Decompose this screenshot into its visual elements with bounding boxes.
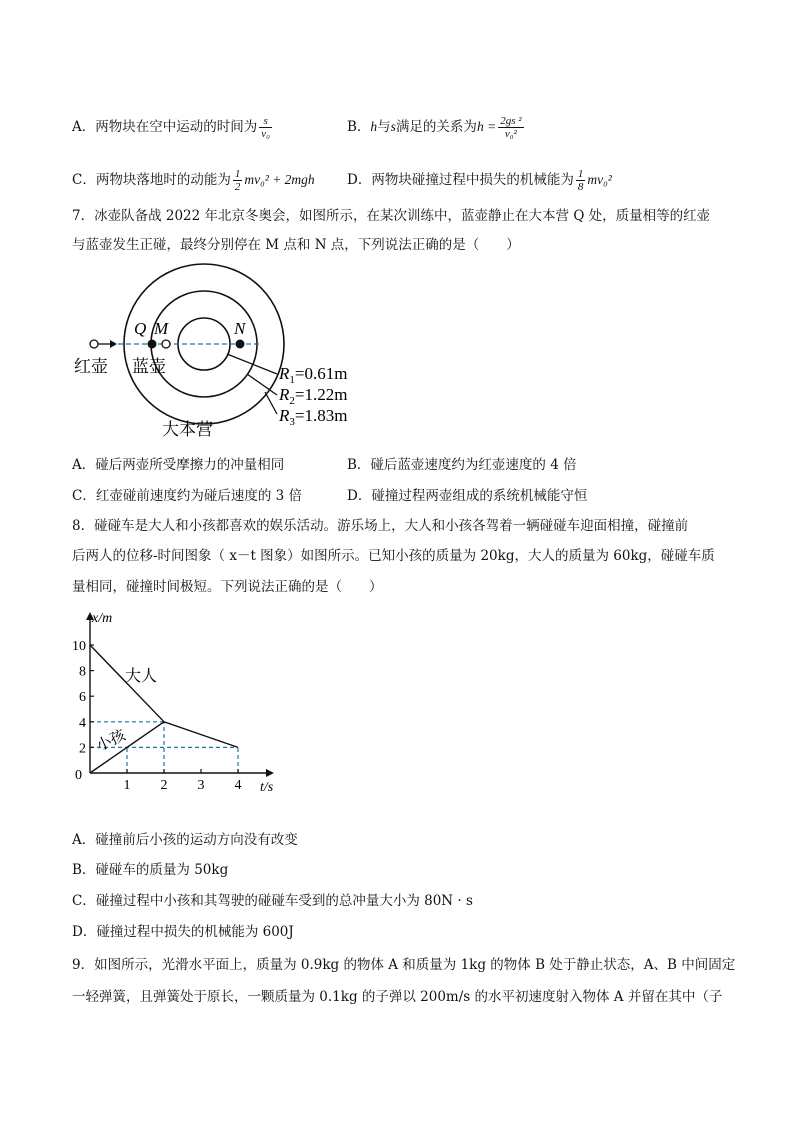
q8-stem-line1: 8．碰碰车是大人和小孩都喜欢的娱乐活动。游乐场上，大人和小孩各驾着一辆碰碰车迎面相撞，碰撞前 — [72, 518, 689, 534]
chart-series — [90, 645, 238, 773]
q7-option-c: C．红壶碰前速度约为碰后速度的 3 倍 — [72, 488, 303, 504]
q6-a-num: s — [259, 115, 272, 128]
q6-b-s: s — [390, 119, 396, 134]
q6-b-mid1: 与 — [377, 119, 391, 135]
y-tick-label-2: 2 — [79, 741, 86, 757]
leader-r1 — [227, 354, 277, 374]
q8-option-d: D．碰撞过程中损失的机械能为 600J — [72, 924, 294, 940]
q6-c-fraction — [233, 168, 243, 193]
q8-stem-line2: 后两人的位移-时间图象（ x－t 图象）如图所示。已知小孩的质量为 20kg，大人的质量为 60kg，碰碰车质 — [72, 548, 715, 564]
q6-b-num: 2gs ² — [500, 115, 522, 127]
q6-d-text: D．两物块碰撞过程中损失的机械能为 — [347, 172, 574, 188]
q6-b-mid2: 满足的关系为 — [395, 119, 477, 135]
y-tick-label-10: 10 — [72, 639, 86, 654]
q6-option-d — [347, 168, 612, 193]
label-r3: $R_3=1.83m$ — [279, 406, 348, 428]
q7-option-b: B．碰后蓝壶速度约为红壶速度的 4 倍 — [347, 457, 577, 473]
y-tick-label-8: 8 — [79, 664, 86, 680]
q6-d-tail: mv₀² — [587, 172, 612, 187]
label-blue-stone: 蓝壶 — [132, 357, 166, 377]
y-tick-label-4: 4 — [79, 715, 86, 731]
q7-option-a: A．碰后两壶所受摩擦力的冲量相同 — [72, 457, 285, 473]
curling-house-figure — [74, 262, 412, 442]
q6-b-prefix: B． — [347, 119, 371, 135]
q6-c-den: 2 — [234, 181, 241, 193]
label-red-stone: 红壶 — [74, 357, 108, 377]
q6-d-num: 1 — [577, 168, 584, 180]
q6-c-tail: mv₀² + 2mgh — [244, 172, 315, 187]
q7-stem-line1: 7．冰壶队备战 2022 年北京冬奥会，如图所示，在某次训练中，蓝壶静止在大本营 Q 处，质量相等的红壶 — [72, 208, 711, 224]
x-tick-label-2: 2 — [160, 778, 168, 793]
q9-stem-line1: 9．如图所示，光滑水平面上，质量为 0.9kg 的物体 A 和质量为 1kg 的物体 B 处于静止状态，A、B 中间固定 — [72, 957, 736, 973]
leader-r3 — [265, 392, 277, 414]
label-n: N — [234, 319, 246, 338]
series-label-child: 小孩 — [94, 727, 129, 755]
q6-b-lhs: h = — [476, 119, 497, 134]
q6-a-den: v₀ — [261, 128, 270, 140]
label-r1: $R_1=0.61m$ — [279, 364, 348, 386]
q8-option-a: A．碰撞前后小孩的运动方向没有改变 — [72, 832, 298, 848]
arrow-head-icon — [110, 340, 117, 348]
q6-b-den: v₀² — [504, 128, 517, 140]
q6-a-fraction — [259, 115, 272, 140]
x-tick-label-4: 4 — [234, 778, 242, 793]
blue-stone-q — [148, 340, 157, 349]
q7-option-d: D．碰撞过程两壶组成的系统机械能守恒 — [347, 488, 588, 504]
q6-d-den: 8 — [577, 181, 584, 193]
label-q: Q — [134, 319, 147, 338]
q6-option-c — [72, 168, 315, 193]
q8-option-b: B．碰碰车的质量为 50kg — [72, 862, 229, 878]
y-axis-label: x/m — [92, 611, 113, 626]
q8-option-c: C．碰撞过程中小孩和其驾驶的碰碰车受到的总冲量大小为 80N · s — [72, 893, 473, 909]
q6-a-text: A．两物块在空中运动的时间为 — [72, 119, 258, 135]
point-m — [162, 340, 170, 348]
chart-axes — [86, 612, 274, 777]
q6-b-fraction — [498, 115, 523, 140]
label-m: M — [154, 319, 169, 338]
q6-option-b — [347, 115, 526, 140]
q8-stem-line3: 量相同，碰撞时间极短。下列说法正确的是（ ） — [72, 579, 383, 595]
blue-stone-n — [236, 340, 245, 349]
origin-label: 0 — [75, 768, 82, 783]
x-axis-label: t/s — [260, 780, 274, 795]
q7-stem-line2: 与蓝壶发生正碰，最终分别停在 M 点和 N 点，下列说法正确的是（ ） — [72, 237, 520, 253]
q6-option-a — [72, 115, 274, 140]
q6-c-text: C．两物块落地时的动能为 — [72, 172, 231, 188]
red-stone-icon — [90, 340, 98, 348]
q9-stem-line2: 一轻弹簧，且弹簧处于原长，一颗质量为 0.1kg 的子弹以 200m/s 的水平初速度射入物体 A 并留在其中（子 — [72, 989, 723, 1005]
series-label-adult: 大人 — [125, 667, 158, 685]
chart-labels — [72, 611, 274, 795]
label-r2: $R_2=1.22m$ — [279, 385, 348, 407]
q6-d-fraction — [576, 168, 586, 193]
x-tick-label-3: 3 — [197, 778, 205, 793]
q6-c-num: 1 — [234, 168, 241, 180]
label-house: 大本营 — [162, 420, 213, 440]
x-axis-arrow-icon — [266, 769, 274, 777]
q6-b-h: h — [370, 119, 378, 134]
y-tick-label-6: 6 — [79, 690, 86, 706]
xt-graph — [70, 606, 290, 796]
x-tick-label-1: 1 — [123, 778, 131, 793]
